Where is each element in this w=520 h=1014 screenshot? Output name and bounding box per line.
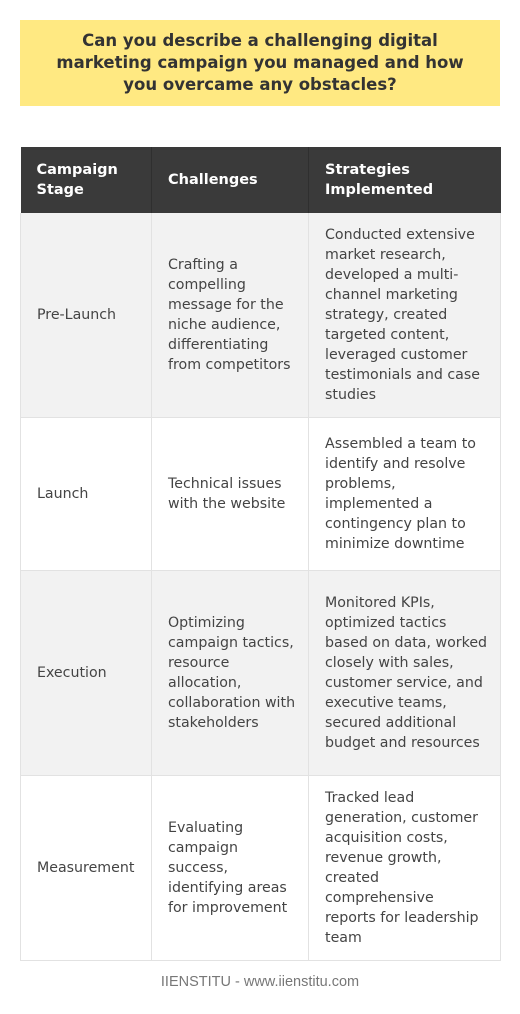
stage-cell: Launch (21, 418, 152, 571)
table-row (21, 418, 501, 571)
footer-credit: IIENSTITU - www.iienstitu.com (160, 974, 360, 990)
page-title: Can you describe a challenging digital marketing campaign you managed and how you overcame any obstacles? (56, 31, 464, 94)
challenges-cell: Technical issues with the website (152, 418, 309, 571)
stage-cell: Pre-Launch (21, 213, 152, 418)
table-row (21, 776, 501, 961)
campaign-table (20, 147, 501, 961)
table-row (21, 571, 501, 776)
stage-cell: Execution (21, 571, 152, 776)
table-header-row (21, 147, 501, 213)
strategies-cell: Tracked lead generation, customer acquisition costs, revenue growth, created comprehensive reports for leadership team (309, 776, 501, 961)
table-row (21, 213, 501, 418)
challenges-cell: Evaluating campaign success, identifying areas for improvement (152, 776, 309, 961)
strategies-cell: Monitored KPIs, optimized tactics based on data, worked closely with sales, customer service, and executive teams, secured additional budget and resources (309, 571, 501, 776)
stage-cell: Measurement (21, 776, 152, 961)
header-strategies-implemented: Strategies Implemented (309, 147, 501, 213)
challenges-cell: Optimizing campaign tactics, resource allocation, collaboration with stakeholders (152, 571, 309, 776)
challenges-cell: Crafting a compelling message for the niche audience, differentiating from competitors (152, 213, 309, 418)
header-challenges: Challenges (152, 147, 309, 213)
header-campaign-stage: Campaign Stage (21, 147, 152, 213)
title-banner (20, 20, 500, 106)
strategies-cell: Conducted extensive market research, developed a multi-channel marketing strategy, created targeted content, leveraged customer testimonials and case studies (309, 213, 501, 418)
strategies-cell: Assembled a team to identify and resolve problems, implemented a contingency plan to minimize downtime (309, 418, 501, 571)
